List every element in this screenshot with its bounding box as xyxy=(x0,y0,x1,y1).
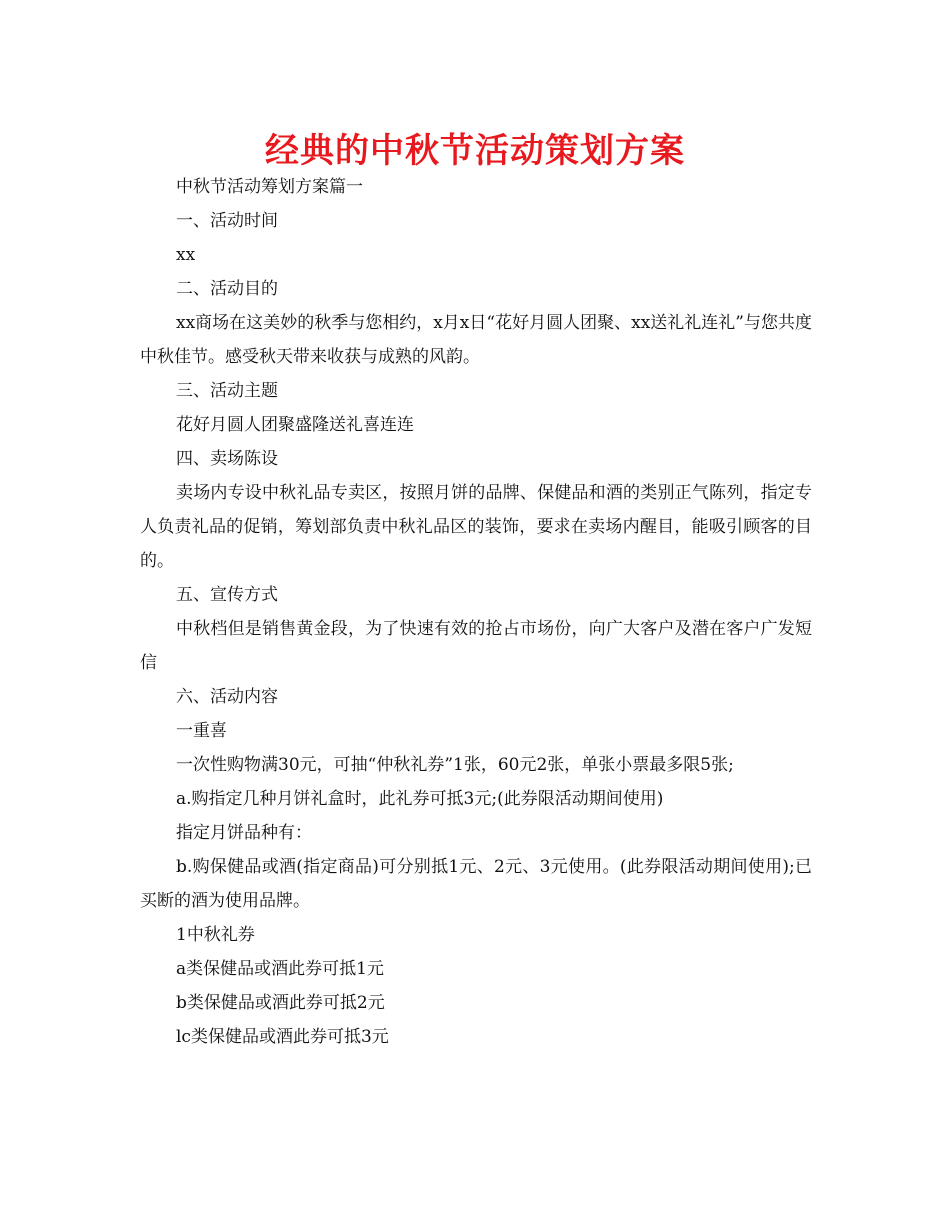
paragraph: 五、宣传方式 xyxy=(176,585,278,605)
paragraph: 四、卖场陈设 xyxy=(176,449,278,469)
paragraph: a类保健品或酒此券可抵1元 xyxy=(176,959,384,979)
paragraph: b.购保健品或酒(指定商品)可分别抵1元、2元、3元使用。(此券限活动期间使用);已买断的酒为使用品牌。 xyxy=(140,857,812,911)
paragraph: 二、活动目的 xyxy=(176,279,278,299)
paragraph: 一次性购物满30元，可抽“仲秋礼券”1张，60元2张，单张小票最多限5张; xyxy=(176,755,734,775)
paragraph: a.购指定几种月饼礼盒时，此礼券可抵3元;(此券限活动期间使用) xyxy=(176,789,664,809)
paragraph: b类保健品或酒此券可抵2元 xyxy=(176,993,385,1013)
document-title: 经典的中秋节活动策划方案 xyxy=(265,131,685,171)
paragraph: 六、活动内容 xyxy=(176,687,278,707)
document-body xyxy=(140,170,812,1054)
paragraph: 中秋档但是销售黄金段，为了快速有效的抢占市场份，向广大客户及潜在客户广发短信 xyxy=(140,619,812,673)
paragraph: 一、活动时间 xyxy=(176,211,278,231)
paragraph: 卖场内专设中秋礼品专卖区，按照月饼的品牌、保健品和酒的类别正气陈列，指定专人负责礼品的促销，筹划部负责中秋礼品区的装饰，要求在卖场内醒目，能吸引顾客的目的。 xyxy=(140,483,812,571)
paragraph: xx商场在这美妙的秋季与您相约，x月x日“花好月圆人团聚、xx送礼礼连礼”与您共度中秋佳节。感受秋天带来收获与成熟的风韵。 xyxy=(140,313,812,367)
paragraph: 一重喜 xyxy=(176,721,227,741)
paragraph: 指定月饼品种有： xyxy=(176,823,312,843)
paragraph: 1中秋礼券 xyxy=(176,925,255,945)
paragraph: 三、活动主题 xyxy=(176,381,278,401)
paragraph: 中秋节活动筹划方案篇一 xyxy=(176,177,363,197)
paragraph: lc类保健品或酒此券可抵3元 xyxy=(176,1027,389,1047)
paragraph: xx xyxy=(176,245,196,265)
paragraph: 花好月圆人团聚盛隆送礼喜连连 xyxy=(176,415,414,435)
